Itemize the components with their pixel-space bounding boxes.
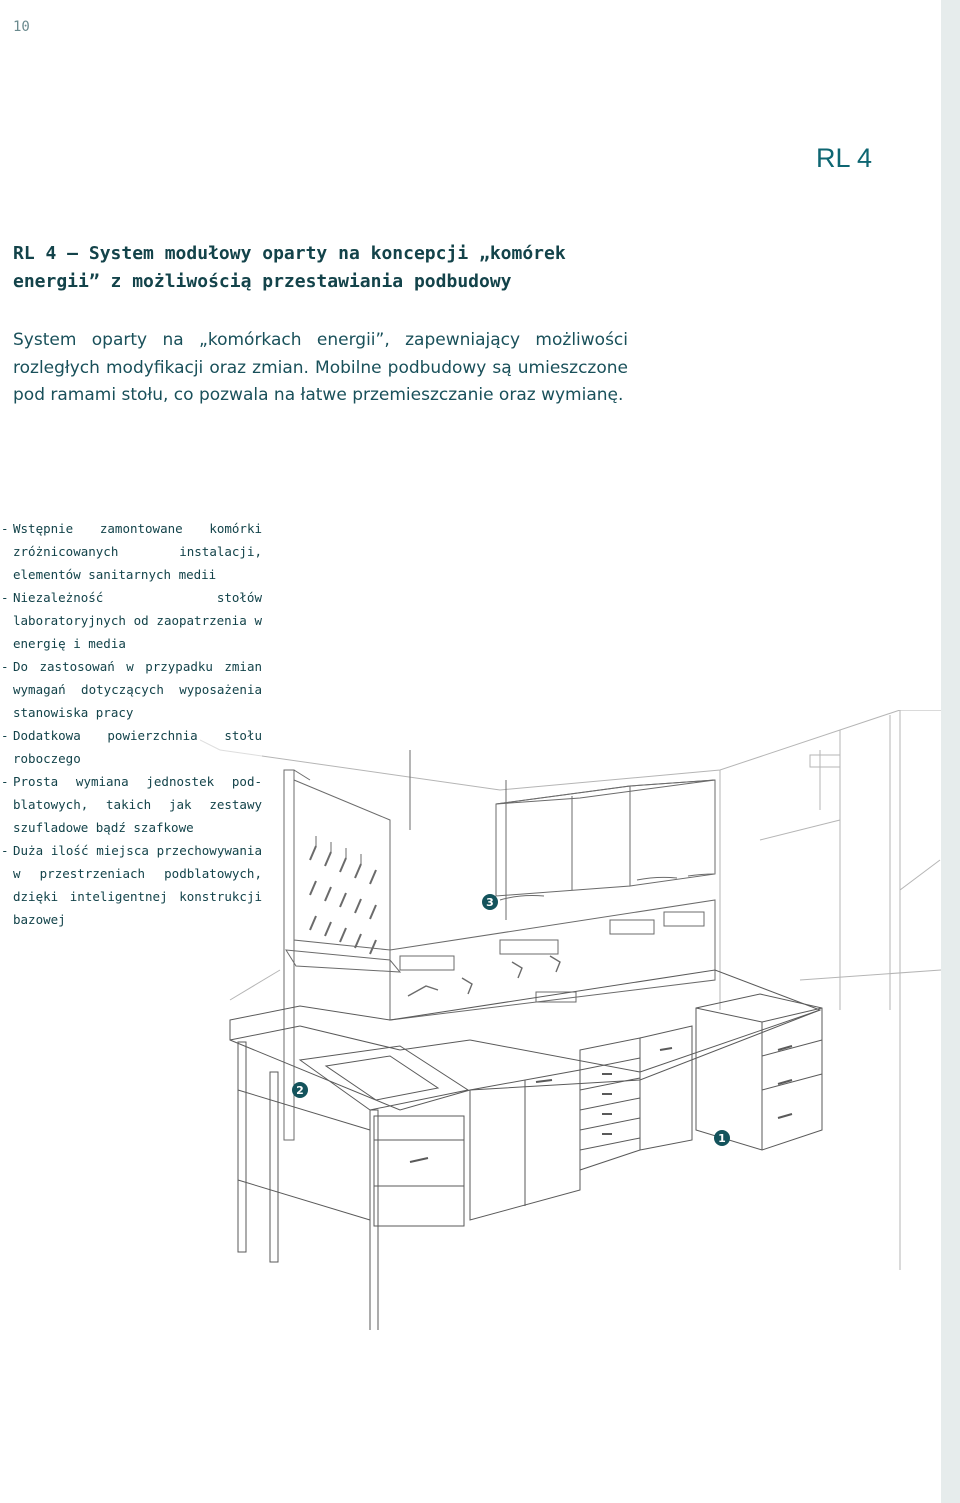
marker-3-label: 3 bbox=[486, 896, 494, 909]
service-panel bbox=[390, 900, 715, 1020]
marker-2 bbox=[292, 1082, 308, 1098]
marker-1 bbox=[714, 1130, 730, 1146]
list-item: - Niezależność stołów laboratoryjnych od zaopatrzenia w energię i media bbox=[0, 586, 262, 655]
drying-rack bbox=[286, 780, 400, 972]
center-cabinet bbox=[470, 1070, 580, 1220]
sink-unit bbox=[300, 1046, 468, 1226]
list-item: - Do zastosowań w przypadku zmian wymagań dotyczących wyposażenia stanowiska pracy bbox=[0, 655, 262, 724]
marker-1-label: 1 bbox=[718, 1132, 726, 1145]
mobile-pedestal bbox=[696, 994, 822, 1150]
page-number: 10 bbox=[13, 19, 30, 35]
narrow-cabinet bbox=[640, 1026, 692, 1150]
feature-list bbox=[0, 517, 262, 931]
marker-2-label: 2 bbox=[296, 1084, 304, 1097]
list-item: - Duża ilość miejsca przechowywania w przestrzeniach podblatowych, dzięki inteligentnej konstrukcji bazowej bbox=[0, 839, 262, 931]
list-item: - Prosta wymiana jednostek pod-blatowych, takich jak zestawy szufladowe bądź szafkowe bbox=[0, 770, 262, 839]
frame-uprights bbox=[284, 750, 506, 1140]
lab-furniture-drawing bbox=[200, 710, 941, 1330]
marker-3 bbox=[482, 894, 498, 910]
intro-paragraph: System oparty na „komórkach energii”, zapewniający możliwości rozległych modyfikacji oraz zmian. Mobilne podbudowy są umieszczone pod ramami stołu, co pozwala na łatwe przemieszczanie oraz wymianę. bbox=[13, 330, 628, 405]
section-code: RL 4 bbox=[815, 143, 872, 173]
drawer-stack bbox=[580, 1038, 640, 1170]
list-item: - Dodatkowa powierzchnia stołu roboczego bbox=[0, 724, 262, 770]
lab-furniture-illustration bbox=[200, 710, 941, 1330]
frame-legs bbox=[238, 1042, 378, 1330]
side-color-strip bbox=[941, 0, 960, 1503]
list-item: - Wstępnie zamontowane komórki zróżnicowanych instalacji, elementów sanitarnych medii bbox=[0, 517, 262, 586]
section-title: RL 4 – System modułowy oparty na koncepcji „komórek energii” z możliwością przestawiania podbudowy bbox=[13, 243, 566, 292]
wall-cabinets bbox=[496, 780, 715, 900]
